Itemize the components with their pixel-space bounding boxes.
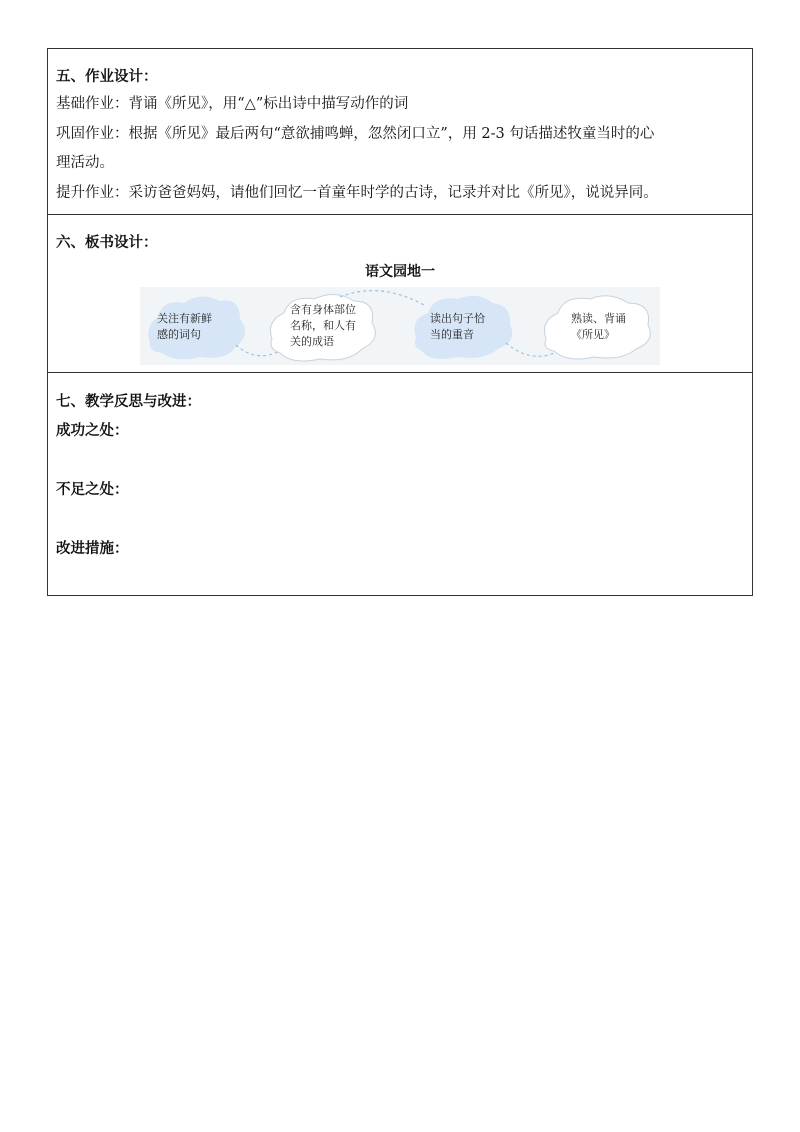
board-diagram bbox=[140, 287, 660, 365]
reflection-section bbox=[48, 373, 752, 595]
bubble-2: 含有身体部位 名称，和人有 关的成语 bbox=[290, 303, 356, 348]
homework-basic: 基础作业：背诵《所见》，用“△”标出诗中描写动作的词 bbox=[56, 96, 409, 112]
board-title: 语文园地一 bbox=[365, 264, 435, 280]
success-label: 成功之处： bbox=[56, 423, 129, 439]
bubble-3: 读出句子恰 当的重音 bbox=[430, 312, 485, 341]
board-heading: 六、板书设计： bbox=[56, 235, 158, 251]
homework-heading: 五、作业设计： bbox=[56, 69, 158, 85]
bubble-4: 熟读、背诵 《所见》 bbox=[571, 312, 626, 341]
bubble-1: 关注有新鲜 感的词句 bbox=[157, 312, 212, 341]
homework-advanced: 提升作业：采访爸爸妈妈，请他们回忆一首童年时学的古诗，记录并对比《所见》，说说异同。 bbox=[56, 184, 658, 201]
homework-section bbox=[48, 49, 752, 215]
homework-consolidate-cont: 理活动。 bbox=[56, 155, 114, 171]
improvement-label: 改进措施： bbox=[56, 541, 129, 557]
shortcoming-label: 不足之处： bbox=[56, 482, 129, 498]
reflection-heading: 七、教学反思与改进： bbox=[56, 394, 201, 410]
lesson-plan-table bbox=[47, 48, 753, 596]
homework-consolidate: 巩固作业：根据《所见》最后两句“意欲捕鸣蝉，忽然闭口立”，用 2-3 句话描述牧童当时的心 bbox=[56, 125, 655, 142]
board-design-section bbox=[48, 215, 752, 373]
